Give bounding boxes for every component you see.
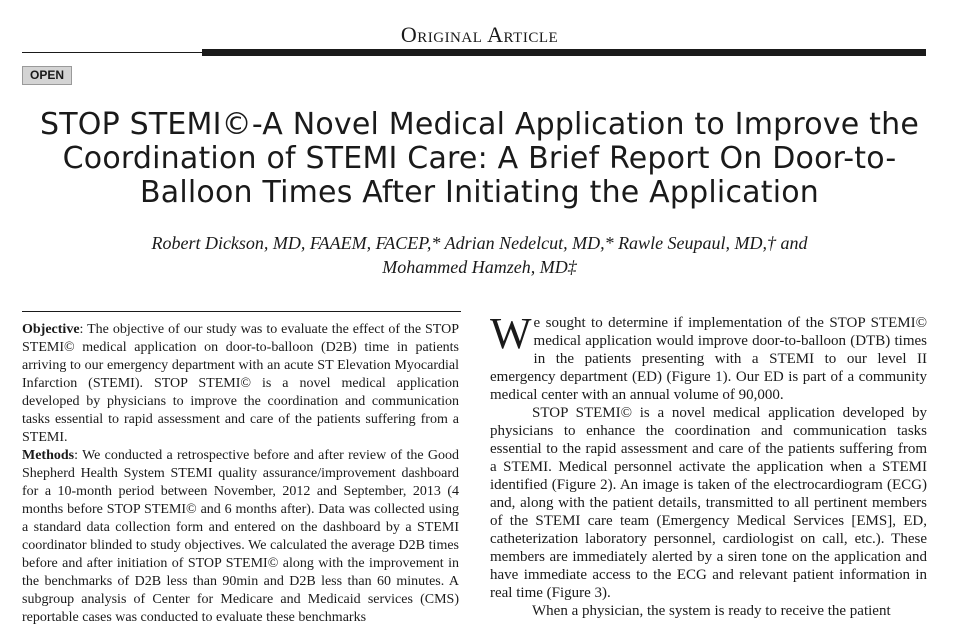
author-line-1: Robert Dickson, MD, FAAEM, FACEP,* Adrian Nedelcut, MD,* Rawle Seupaul, MD,† and (151, 233, 808, 253)
methods-text: : We conducted a retrospective before and after review of the Good Shepherd Health System STEMI quality assurance/improvement dashboard for a 10-month period between November, 2012 and September, 2013 (4 months before STOP STEMI© and 6 months after). Data was collected using a standard data collection form and entered on the dashboard by a STEMI coordinator blinded to study objectives. We calculated the average D2B times before and after initiation of STOP STEMI© along with the improvement in the benchmarks of D2B less than 90min and D2B less than 60 minutes. A subgroup analysis of Center for Medicare and Medicaid services (CMS) reportable cases was conducted to evaluate these benchmarks (22, 448, 459, 625)
open-access-badge: OPEN (22, 66, 72, 85)
methods-label: Methods (22, 448, 75, 463)
abstract-objective (22, 321, 459, 447)
author-line-2: Mohammed Hamzeh, MD‡ (382, 257, 577, 277)
body-paragraph-1 (490, 309, 927, 404)
article-title: STOP STEMI©-A Novel Medical Application to Improve the Coordination of STEMI Care: A Brief Report On Door-to-Balloon Times After Initiating the Application (40, 107, 919, 210)
header-rule-thick (202, 49, 926, 56)
objective-label: Objective (22, 322, 80, 337)
body-paragraph-3: When a physician, the system is ready to receive the patient (532, 603, 891, 619)
abstract (22, 321, 459, 627)
author-list (60, 231, 899, 279)
abstract-methods (22, 447, 459, 627)
body-paragraph-1-text: e sought to determine if implementation of the STOP STEMI© medical application would improve door-to-balloon (DTB) times in the patients presenting with a STEMI to our level II emergency department (ED) (Figure 1). Our ED is part of a community medical center with an annual volume of 90,000. (490, 315, 927, 403)
objective-text: : The objective of our study was to evaluate the effect of the STOP STEMI© medical application on door-to-balloon (D2B) time in patients arriving to our emergency department with an acute ST Elevation Myocardial Infarction (STEMI). STOP STEMI© is a novel medical application developed by physicians to improve the coordination and communication tasks essential to rapid assessment and care of the patients suffering from a STEMI. (22, 322, 459, 445)
body-paragraph-2: STOP STEMI© is a novel medical application developed by physicians to enhance the coordination and communication tasks essential to the rapid assessment and care of the patients suffering from a STEMI. Medical personnel activate the application when a STEMI identified (Figure 2). An image is taken of the electrocardiogram (ECG) and, along with the patient details, transmitted to all pertinent members of the STEMI care team (Emergency Medical Services [EMS], ED, catheterization laboratory personnel, cardiologist on call, etc.). These members are immediately alerted by a siren tone on the application and have immediate access to the ECG and relevant patient information in real time (Figure 3). (490, 405, 927, 601)
abstract-divider (22, 311, 461, 312)
section-header: Original Article (400, 22, 559, 47)
body-text-column (490, 309, 927, 620)
drop-cap: W (490, 309, 532, 358)
